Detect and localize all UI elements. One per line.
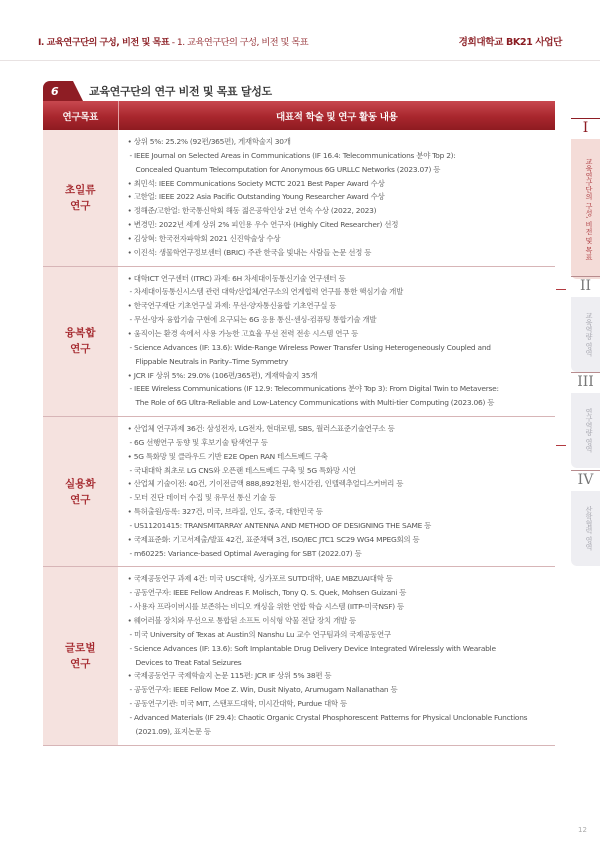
research-goal-label: 초일류	[65, 183, 96, 196]
activity-bullet-item: • 김상혁: 한국전자파학회 2021 신진학술상 수상	[127, 233, 281, 243]
research-goal-label: 연구	[70, 343, 91, 356]
research-goal-cell	[43, 130, 118, 266]
activity-bullet-item: • 웨어러블 장치와 무선으로 통합된 소프트 이식형 약물 전달 장치 개발 등	[127, 616, 356, 625]
research-goal-label: 연구	[70, 493, 91, 506]
section-title: 교육연구단의 연구 비전 및 목표 달성도	[89, 85, 272, 98]
activity-sub-item: - Science Advances (IF: 13.6): Soft Implantable Drug Delivery Device Integrated Wirelessly with Wearable	[129, 643, 496, 653]
chapter-numeral: IV	[571, 470, 600, 489]
activity-continuation-line: (2021.09), 표지논문 등	[135, 726, 211, 736]
research-goal-label: 글로벌	[65, 642, 96, 655]
chapter-tab-3[interactable]	[571, 372, 600, 468]
breadcrumb	[38, 34, 308, 48]
activity-sub-item: - 무선-양자 융합기술 구현에 요구되는 6G 응용 통신-센싱-컴퓨팅 통합기술 개발	[129, 315, 377, 325]
activity-bullet-item: • 정해준/고한얼: 한국통신학회 해동 젊은공학인상 2년 연속 수상 (2022, 2023)	[127, 206, 377, 216]
activity-bullet-item: • 한국연구재단 기초연구실 과제: 무선-양자통신융합 기초연구실 등	[127, 301, 337, 311]
research-goal-label: 실용화	[65, 477, 96, 490]
activity-bullet-item: • 국제표준화: 기고서제출/발표 42건, 표준채택 3건, ISO/IEC JTC1 SC29 WG4 MPEG회의 등	[127, 534, 420, 544]
activity-sub-item: - Science Advances (IF: 13.6): Wide-Range Wireless Power Transfer Using Heterogeneously Coupled and	[129, 342, 491, 352]
activity-sub-item: - 미국 University of Texas at Austin의 Nanshu Lu 교수 연구팀과의 국제공동연구	[129, 629, 391, 639]
table-row	[43, 417, 555, 567]
activity-sub-item: - IEEE Journal on Selected Areas in Communications (IF 16.4: Telecommunications 분야 Top 2):	[129, 150, 456, 160]
activity-sub-item: - 공동연구기관: 미국 MIT, 스탠포드대학, 미시간대학, Purdue 대학 등	[129, 699, 347, 709]
activity-continuation-line: Devices to Treat Fatal Seizures	[135, 657, 242, 667]
research-goal-cell	[43, 567, 118, 745]
activity-sub-item: - US11201415: TRANSMITARRAY ANTENNA AND METHOD OF DESIGNING THE SAME 등	[129, 520, 432, 530]
table-row	[43, 266, 555, 416]
breadcrumb-sub: - 1. 교육연구단의 구성, 비전 및 목표	[169, 37, 309, 48]
side-tick-mark	[556, 445, 566, 446]
activity-bullet-item: • 5G 특화망 및 클라우드 기반 E2E Open RAN 테스트베드 구축	[127, 451, 328, 461]
activity-content-cell	[118, 266, 555, 416]
activity-bullet-item: • 국제공동연구 국제학술지 논문 115편: JCR IF 상위 5% 38편 등	[127, 671, 332, 681]
section-number-badge: 6	[43, 81, 73, 101]
side-tick-mark	[556, 289, 566, 290]
activity-sub-item: - IEEE Wireless Communications (IF 12.9: Telecommunications 분야 Top 3): From Digital Twin to Metaverse:	[129, 384, 499, 394]
activity-bullet-item: • 고한얼: IEEE 2022 Asia Pacific Outstanding Young Researcher Award 수상	[127, 192, 385, 202]
research-goal-label: 연구	[70, 199, 91, 212]
activity-sub-item: - m60225: Variance-based Optimal Averaging for SBT (2022.07) 등	[129, 548, 362, 558]
column-header-content: 대표적 학술 및 연구 활동 내용	[118, 101, 555, 130]
page-header	[38, 30, 562, 52]
chapter-label: 산학협력 영역	[571, 491, 600, 566]
activity-sub-item: - Advanced Materials (IF 29.4): Chaotic Organic Crystal Phosphorescent Patterns for Physical Unclonable Functions	[129, 712, 528, 722]
activity-continuation-line: Flippable Neutrals in Parity–Time Symmetry	[135, 356, 288, 366]
chapter-label: 연구역량 영역	[571, 393, 600, 468]
chapter-tab-2[interactable]	[571, 276, 600, 372]
table-header-row	[43, 101, 555, 130]
table-row	[43, 567, 555, 745]
research-goal-label: 융복합	[65, 327, 96, 340]
table-row	[43, 130, 555, 266]
activity-bullet-item: • 움직이는 환경 속에서 사용 가능한 고효율 무선 전력 전송 시스템 연구 등	[127, 328, 359, 338]
activity-sub-item: - 6G 선행연구 동향 및 후보기술 탐색연구 등	[129, 437, 268, 447]
activity-content-cell	[118, 130, 555, 266]
activity-sub-item: - 공동연구자: IEEE Fellow Andreas F. Molisch, Tony Q. S. Quek, Mohsen Guizani 등	[129, 588, 407, 598]
activity-continuation-line: Concealed Quantum Telecomputation for Anonymous 6G URLLC Networks (2023.07) 등	[135, 164, 441, 174]
activity-sub-item: - 공동연구자: IEEE Fellow Moe Z. Win, Dusit Niyato, Arumugam Nallanathan 등	[129, 685, 398, 695]
activity-bullet-item: • JCR IF 상위 5%: 29.0% (106편/365편), 게재학술지 35개	[127, 370, 318, 380]
activity-bullet-item: • 상위 5%: 25.2% (92편/365편), 게재학술지 30개	[127, 137, 291, 146]
activity-sub-item: - 모터 진단 데이터 수집 및 유무선 통신 기술 등	[129, 493, 276, 503]
column-header-goal: 연구목표	[43, 101, 118, 130]
activity-bullet-item: • 국제공동연구 과제 4건: 미국 USC대학, 싱가포르 SUTD대학, UAE MBZUAI대학 등	[127, 574, 393, 584]
chapter-numeral: III	[571, 372, 600, 391]
activity-sub-item: - 차세대이동통신시스템 관련 대학/산업체/연구소의 연계협력 연구를 통한 핵심기술 개발	[129, 287, 404, 297]
research-goal-cell	[43, 266, 118, 416]
activity-sub-item: - 국내대학 최초로 LG CNS와 오픈랜 테스트베드 구축 및 5G 특화망 시연	[129, 465, 356, 475]
chapter-numeral: I	[571, 118, 600, 137]
header-divider	[0, 60, 600, 61]
activity-bullet-item: • 최민석: IEEE Communications Society MCTC 2021 Best Paper Award 수상	[127, 178, 385, 188]
activity-continuation-line: The Role of 6G Ultra-Reliable and Low-Latency Communications with Multi-tier Computing (2023.06) 등	[135, 398, 495, 408]
breadcrumb-main: I. 교육연구단의 구성, 비전 및 목표	[38, 37, 170, 48]
chapter-numeral: II	[571, 276, 600, 295]
activity-bullet-item: • 특허출원/등록: 327건, 미국, 브라질, 인도, 중국, 대한민국 등	[127, 507, 323, 517]
research-goal-cell	[43, 417, 118, 567]
chapter-side-tabs	[568, 0, 600, 848]
chapter-tab-1[interactable]	[571, 118, 600, 279]
table-body	[43, 130, 555, 745]
chapter-label: 교육역량 영역	[571, 297, 600, 372]
research-goal-label: 연구	[70, 658, 91, 671]
activity-bullet-item: • 이진석: 생물학연구정보센터 (BRIC) 주관 한국을 빛내는 사람들 논문 선정 등	[127, 247, 372, 257]
chapter-tab-4[interactable]	[571, 470, 600, 566]
activity-content-cell	[118, 417, 555, 567]
organization-name: 경희대학교 BK21 사업단	[458, 37, 562, 48]
activity-bullet-item: • 산업체 연구과제 36건: 삼성전자, LG전자, 현대로템, SBS, 월러스표준기술연구소 등	[127, 424, 395, 434]
activity-bullet-item: • 변경민: 2022년 세계 상위 2% 피인용 우수 연구자 (Highly Cited Researcher) 선정	[127, 220, 399, 230]
activity-sub-item: - 사용자 프라이버시를 보존하는 비디오 캐싱을 위한 연합 학습 시스템 (IITP-미국NSF) 등	[129, 602, 404, 612]
section-heading	[43, 81, 272, 101]
activity-bullet-item: • 대학ICT 연구센터 (ITRC) 과제: 6H 차세대이동통신기술 연구센터 등	[127, 273, 346, 283]
activity-content-cell	[118, 567, 555, 745]
activity-bullet-item: • 산업체 기술이전: 40건, 기이전금액 888,892천원, 한시간컴, 인텔렉추얼디스커버리 등	[127, 479, 404, 489]
page-number: 12	[578, 826, 587, 834]
chapter-label: 교육연구단의 구성, 비전 및 목표	[571, 139, 600, 279]
vision-achievement-table	[43, 101, 555, 746]
